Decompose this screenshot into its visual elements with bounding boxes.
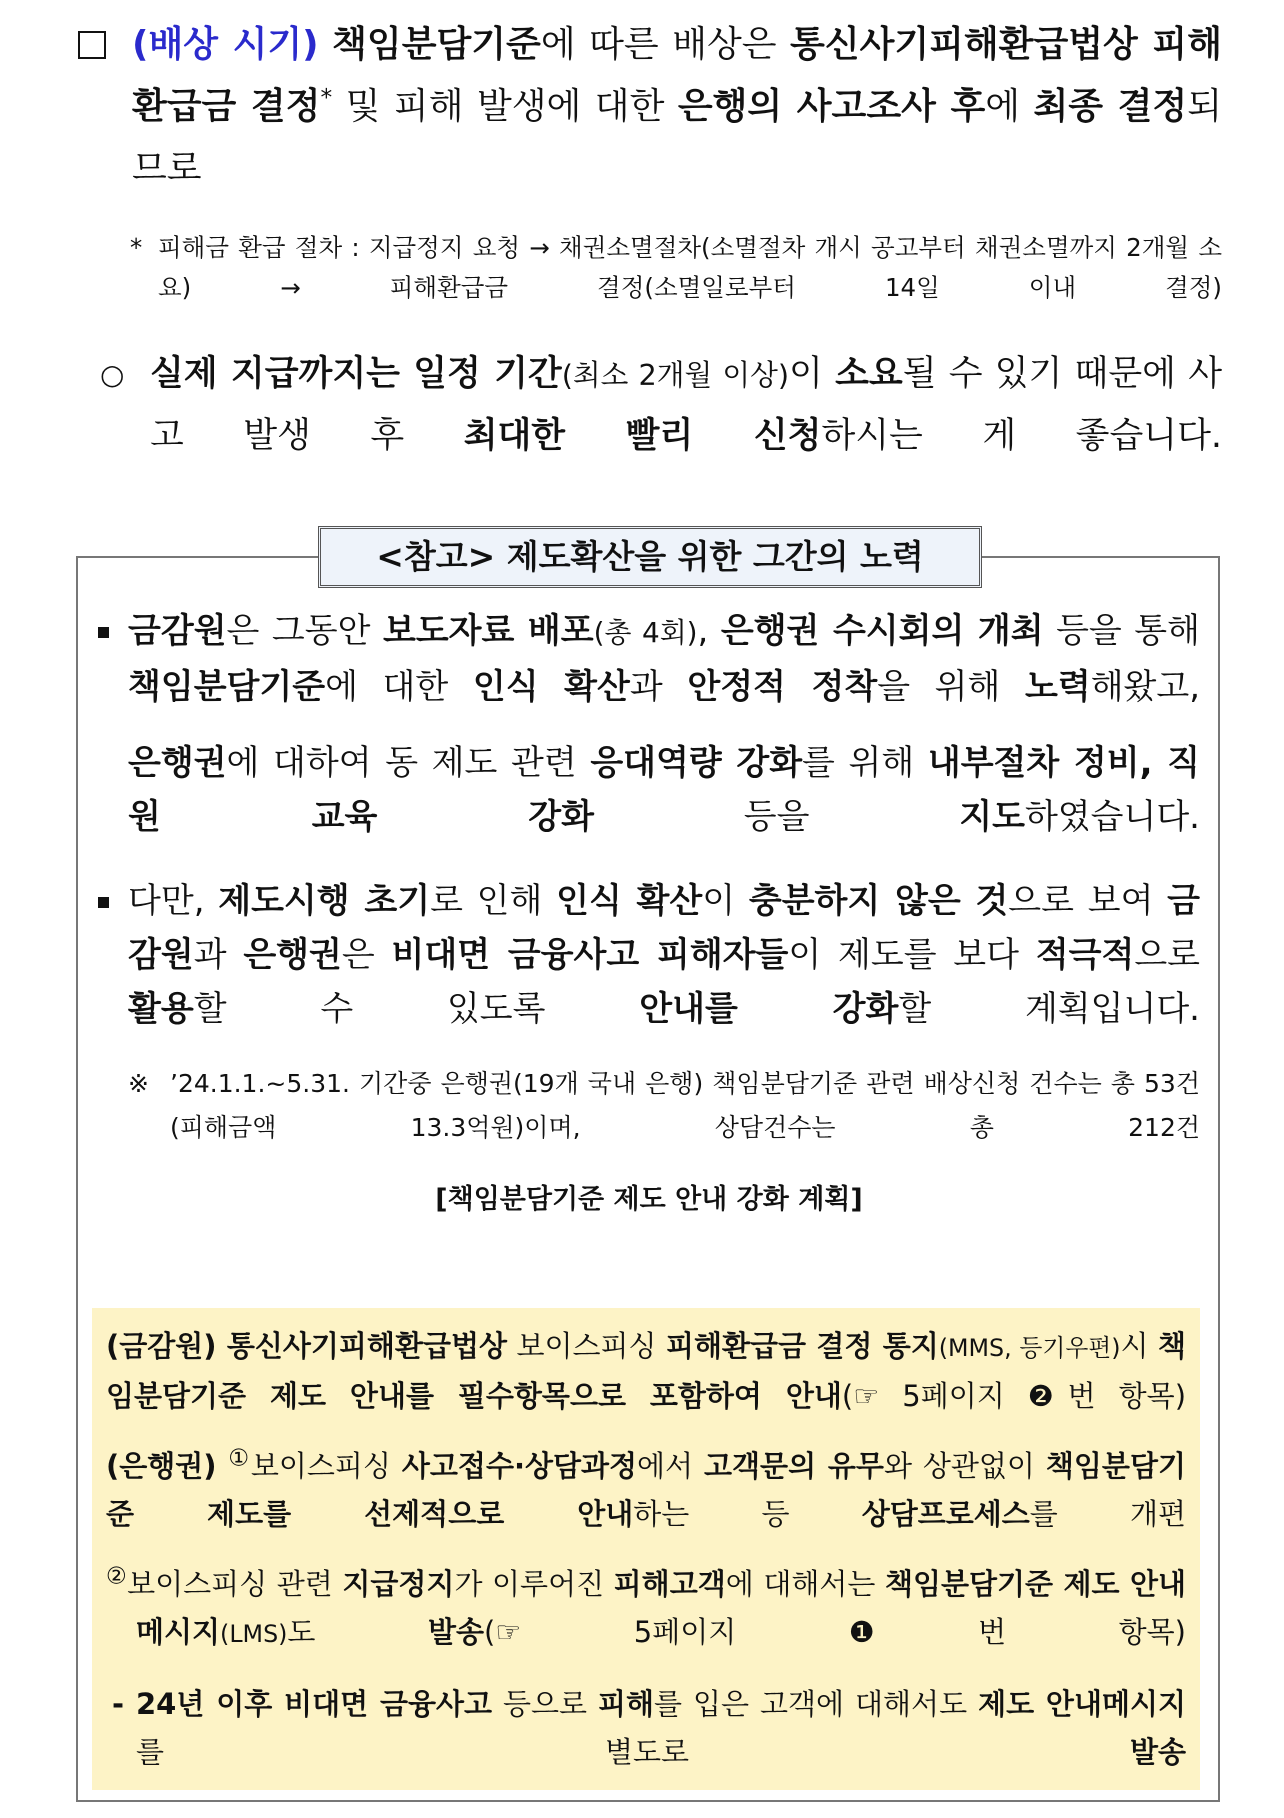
reference-content (98, 604, 1200, 1220)
text: (☞ 5페이지 (841, 1379, 1028, 1413)
apply-early-paragraph (72, 344, 1222, 467)
text: , (697, 611, 721, 651)
circled-number-icon: ❷ (1027, 1379, 1068, 1413)
text-bold: 지급정지 (342, 1567, 455, 1601)
text-bold: 책임분담기준 (332, 24, 541, 65)
footnote-text: 피해금 환급 절차 : 지급정지 요청 → 채권소멸절차(소멸절차 개시 공고부터 채권소멸까지 2개월 소요) → 피해환급금 결정(소멸일로부터 14일 이내 결정) (158, 233, 1222, 302)
text-bold: 소요 (835, 354, 903, 394)
text-small: (최소 2개월 이상) (561, 358, 790, 392)
plan-title: [책임분담기준 제도 안내 강화 계획] (435, 1184, 863, 1215)
text: 다만, (128, 881, 219, 921)
text-bold: 최대한 빨리 신청 (463, 416, 822, 456)
text-bold: 피해환급금 결정 통지 (665, 1329, 939, 1363)
square-bullet-icon (98, 627, 109, 638)
text: 시 (1120, 1329, 1158, 1363)
text: 로 인해 (430, 881, 557, 921)
statistics-note (98, 1062, 1200, 1150)
text: 으로 보여 (1008, 881, 1168, 921)
text-bold: 금감원 (128, 611, 227, 651)
text: 에 따른 배상은 (540, 24, 791, 65)
text-bold: 충분하지 않은 것 (748, 881, 1009, 921)
text-bold: 응대역량 강화 (590, 743, 803, 783)
text: 번 항목) (978, 1615, 1186, 1649)
text: 도 (287, 1615, 428, 1649)
text-small: (총 4회) (593, 616, 698, 649)
dash-bullet-icon: - (112, 1687, 125, 1721)
text-bold: 사고접수·상담과정 (401, 1449, 638, 1483)
text-bold: 실제 지급까지는 일정 기간 (150, 354, 562, 394)
reference-bank-guidance (98, 736, 1200, 844)
text: 할 수 있도록 (193, 989, 640, 1029)
top-section (72, 14, 1222, 467)
text-bold: (금감원) 통신사기피해환급법상 (106, 1329, 508, 1363)
text: 하시는 게 좋습니다. (821, 416, 1223, 456)
text-bold: 책임분담기준 제도 안내를 필수항목으로 포함하여 안내 (106, 1329, 1186, 1413)
text-bold: 은행권 (243, 935, 342, 975)
text-bold: 고객문의 유무 (704, 1449, 884, 1483)
reference-bullet-plan (98, 874, 1200, 1036)
footnote-marker: * (320, 83, 333, 111)
text: 이 제도를 보다 (788, 935, 1036, 975)
text-bold: 발송 (1129, 1735, 1186, 1769)
text: 를 개편 (1029, 1497, 1186, 1531)
text: 가 이루어진 (454, 1567, 614, 1601)
text-bold: 최종 결정 (1033, 86, 1188, 127)
text-bold: 책임분담기준 (128, 667, 326, 707)
plan-highlight-box (92, 1308, 1200, 1790)
circle-bullet-icon: ○ (100, 358, 125, 391)
text: 에 대해서는 (725, 1567, 885, 1601)
text-bold: 은행권 수시회의 개최 (720, 611, 1044, 651)
text: 와 상관없이 (883, 1449, 1046, 1483)
refund-procedure-footnote (72, 228, 1222, 308)
text-bold: 인식 확산 (472, 667, 630, 707)
text-bold: 통신사기피해환급법상 피해환급금 결정 (132, 24, 1222, 127)
circled-number-icon: ① (228, 1444, 251, 1472)
text: 에 (985, 86, 1034, 127)
text: 과 (193, 935, 244, 975)
square-bullet-icon (98, 897, 109, 908)
text: 은 (341, 935, 392, 975)
footnote-star: * (130, 233, 143, 262)
text-bold: 제도 안내메시지 (978, 1687, 1187, 1721)
text-bold: 안내를 강화 (639, 989, 899, 1029)
plan-bank-item-1 (106, 1442, 1186, 1538)
text: 이 (789, 354, 836, 394)
text: 과 (629, 667, 688, 707)
note-text: ’24.1.1.~5.31. 기간중 은행권(19개 국내 은행) 책임분담기준 관련 배상신청 건수는 총 53건(피해금액 13.3억원)이며, 상담건수는 총 212건 (170, 1069, 1200, 1142)
text-bold: 책임분담기준 제도를 선제적으로 안내 (106, 1449, 1186, 1531)
text-bold: 24년 이후 비대면 금융사고 (136, 1687, 493, 1721)
text-bold: 활용 (128, 989, 194, 1029)
text: 될 수 있기 때문에 사고 발생 후 (150, 354, 1223, 456)
text: 을 위해 (877, 667, 1025, 707)
text-small: (LMS) (220, 1620, 288, 1648)
text: 등으로 (492, 1687, 599, 1721)
text-bold: 지도 (959, 797, 1025, 837)
text-bold: 은행권 (128, 743, 227, 783)
text: 보이스피싱 (250, 1449, 402, 1483)
text: 보이스피싱 (507, 1329, 666, 1363)
text: 를 별도로 (136, 1735, 1130, 1769)
text: 으로 (1134, 935, 1201, 975)
text-bold: 노력 (1024, 667, 1091, 707)
plan-bank-item-3 (106, 1680, 1186, 1776)
text: 할 계획입니다. (898, 989, 1200, 1029)
text: 에 대하여 동 제도 관련 (226, 743, 591, 783)
text-bold: 인식 확산 (556, 881, 703, 921)
plan-fss-item (106, 1322, 1186, 1420)
empty-square-icon (78, 31, 106, 59)
text-bold: 발송 (427, 1615, 484, 1649)
text: 하는 등 (633, 1497, 862, 1531)
payment-timing-paragraph (72, 14, 1222, 200)
circled-number-icon: ② (106, 1562, 128, 1590)
text-bold: 책임분담기준 제도 안내메시지 (136, 1567, 1186, 1649)
text-bold: 피해고객 (613, 1567, 726, 1601)
text-bold: 은행의 사고조사 후 (677, 86, 986, 127)
text: 등을 (593, 797, 960, 837)
text: 하였습니다. (1024, 797, 1200, 837)
text: (☞ 5페이지 (483, 1615, 849, 1649)
text-bold: 보도자료 배포 (382, 611, 594, 651)
reference-mark-icon: ※ (128, 1069, 149, 1098)
text-bold: 내부절차 정비, 직원 교육 강화 (128, 743, 1201, 837)
text: 를 입은 고객에 대해서도 (654, 1687, 979, 1721)
text: 해왔고, (1090, 667, 1201, 707)
reference-title: <참고> 제도확산을 위한 그간의 노력 (318, 526, 982, 588)
text: 를 위해 (802, 743, 928, 783)
text: 은 그동안 (226, 611, 383, 651)
text-bold: 안정적 정착 (687, 667, 878, 707)
text: 보이스피싱 관련 (127, 1567, 343, 1601)
text-bold: 금감원 (128, 881, 1201, 975)
payment-timing-label: (배상 시기) (132, 24, 319, 65)
circled-number-icon: ❶ (848, 1615, 979, 1649)
text-bold: 비대면 금융사고 피해자들 (391, 935, 789, 975)
text: 및 피해 발생에 대한 (332, 86, 678, 127)
text: 에서 (637, 1449, 705, 1483)
plan-bank-item-2 (106, 1560, 1186, 1658)
text: 이 (702, 881, 749, 921)
text-small: (MMS, 등기우편) (938, 1334, 1121, 1362)
text: 에 대한 (325, 667, 473, 707)
text-bold: 적극적 (1035, 935, 1135, 975)
text-bold: 제도시행 초기 (218, 881, 431, 921)
text-bold: 상담프로세스 (861, 1497, 1030, 1531)
text-bold: (은행권) (106, 1449, 229, 1483)
text: 등을 통해 (1043, 611, 1200, 651)
text: 번 항목) (1067, 1379, 1187, 1413)
reference-bullet-efforts (98, 604, 1200, 714)
text-bold: 피해 (598, 1687, 655, 1721)
text: 되므로 (132, 86, 1222, 189)
